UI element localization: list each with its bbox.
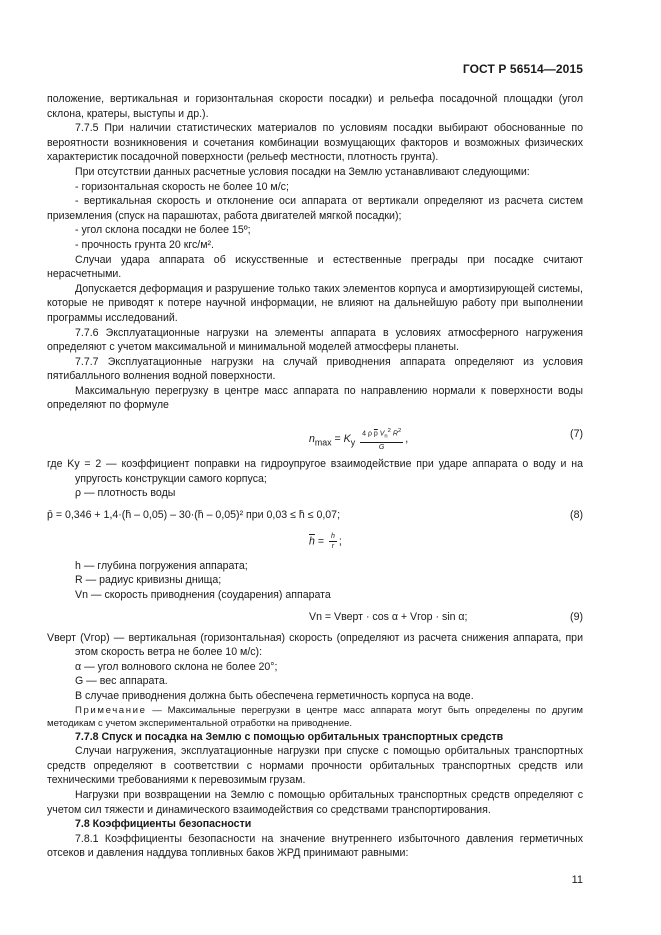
note-text: — Максимальные перегрузки в центре масс аппарата могут быть определены по другим методикам с учетом экспериментальной отработки на приводнение. (47, 704, 583, 729)
formula-number: (9) (570, 610, 583, 623)
section-heading-7-8: 7.8 Коэффициенты безопасности (75, 818, 252, 831)
formula-7 (47, 419, 583, 453)
section-heading-7-7-8: 7.7.8 Спуск и посадка на Землю с помощью орбитальных транспортных средств (75, 730, 504, 743)
formula-hbar-expression: $\overline{h}$ = $\frac{h}{r}$ ; (309, 532, 342, 550)
formula-7-expression: $n_{max} = K_y$ $\frac{4 \rho \overline{p} V_n^2 R^2}{G}$ , (309, 428, 409, 451)
formula-9 (47, 609, 583, 627)
formula-8 (47, 507, 583, 525)
paragraph: Максимальную перегрузку в центре масс аппарата по направлению нормали к поверхности воды определяют по формуле (47, 384, 583, 412)
paragraph-7-7-7: 7.7.7 Эксплуатационные нагрузки на случай приводнения аппарата определяют из условия пятибалльного волнения водной поверхности. (47, 355, 583, 383)
list-item: - прочность грунта 20 кгс/м². (75, 238, 214, 251)
paragraph: В случае приводнения должна быть обеспечена герметичность корпуса на воде. (75, 690, 474, 702)
paragraph-7-7-5: 7.7.5 При наличии статистических материалов по условиям посадки выбирают обоснованные по вероятности возникновения и сочетания комбинации возмущающих факторов и возможных физических характеристик посадочной поверхности (рельеф местности, плотность грунта). (47, 122, 583, 164)
paragraph: При отсутствии данных расчетные условия посадки на Землю устанавливают следующими: (75, 165, 530, 178)
formula-number: (8) (570, 508, 583, 521)
paragraph: Случаи удара аппарата об искусственные и естественные преграды при посадке считают нерасчетными. (47, 253, 583, 281)
formula-hbar (47, 531, 583, 555)
paragraph: положение, вертикальная и горизонтальная скорости посадки) и рельефа посадочной площадки (угол склона, кратеры, выступы и др.). (47, 93, 583, 120)
formula-8-expression: p̄ = 0,346 + 1,4·(h̄ – 0,05) – 30·(h̄ – 0,05)² при 0,03 ≤ h̄ ≤ 0,07; (47, 508, 341, 521)
definition-vvert: Vверт (Vгор) — вертикальная (горизонтальная) скорость (определяют из расчета снижения аппарата, при этом скорость ветра не более 10 м/с): (47, 631, 583, 659)
definition-rho: ρ — плотность воды (75, 487, 176, 500)
formula-number: (7) (570, 428, 583, 441)
document-header: ГОСТ Р 56514—2015 (462, 62, 583, 76)
list-item: - горизонтальная скорость не более 10 м/с; (75, 180, 289, 193)
list-item: - вертикальная скорость и отклонение оси аппарата от вертикали определяют из расчета систем приземления (спуск на парашютах, работа двигателей мягкой посадки); (47, 195, 583, 222)
paragraph-7-8-1: 7.8.1 Коэффициенты безопасности на значение внутреннего избыточного давления герметичных отсеков и давления наддува топливных баков ЖРД принимают равными: (47, 832, 583, 860)
paragraph: Допускается деформация и разрушение только таких элементов корпуса и амортизирующей системы, которые не приводят к потере научной информации, не влияют на дальнейшую работу при выполнении программы исследований. (47, 282, 583, 324)
note-label: Примечание (75, 704, 147, 716)
paragraph: Случаи нагружения, эксплуатационные нагрузки при спуске с помощью орбитальных транспортных средств определяют в соответствии с нормами прочности орбитальных транспортных средств или техническими требованиями к перевозимым грузам. (47, 745, 583, 787)
list-item: - угол склона посадки не более 15º; (75, 224, 251, 237)
definition-alpha: α — угол волнового склона не более 20°; (75, 660, 278, 673)
page-number: 11 (571, 874, 583, 886)
paragraph: Нагрузки при возвращении на Землю с помощью орбитальных транспортных средств определяют с учетом сил тяжести и динамического взаимодействия со средствами транспортирования. (47, 788, 583, 816)
definition-g: G — вес аппарата. (75, 675, 168, 688)
paragraph-7-7-6: 7.7.6 Эксплуатационные нагрузки на элементы аппарата в условиях атмосферного нагружения определяют с учетом максимальной и минимальной моделей атмосферы планеты. (47, 326, 583, 354)
formula-9-expression: Vn = Vверт · cos α + Vгор · sin α; (309, 610, 468, 623)
note (47, 704, 583, 730)
definition-vn: Vn — скорость приводнения (соударения) аппарата (75, 589, 331, 602)
definition-r: R — радиус кривизны днища; (75, 574, 222, 587)
document-body (47, 92, 583, 861)
definition-ky: где Ky = 2 — коэффициент поправки на гидроупругое взаимодействие при ударе аппарата о воду и на упругость конструкции самого корпуса; (47, 458, 583, 485)
definition-h: h — глубина погружения аппарата; (75, 559, 248, 572)
